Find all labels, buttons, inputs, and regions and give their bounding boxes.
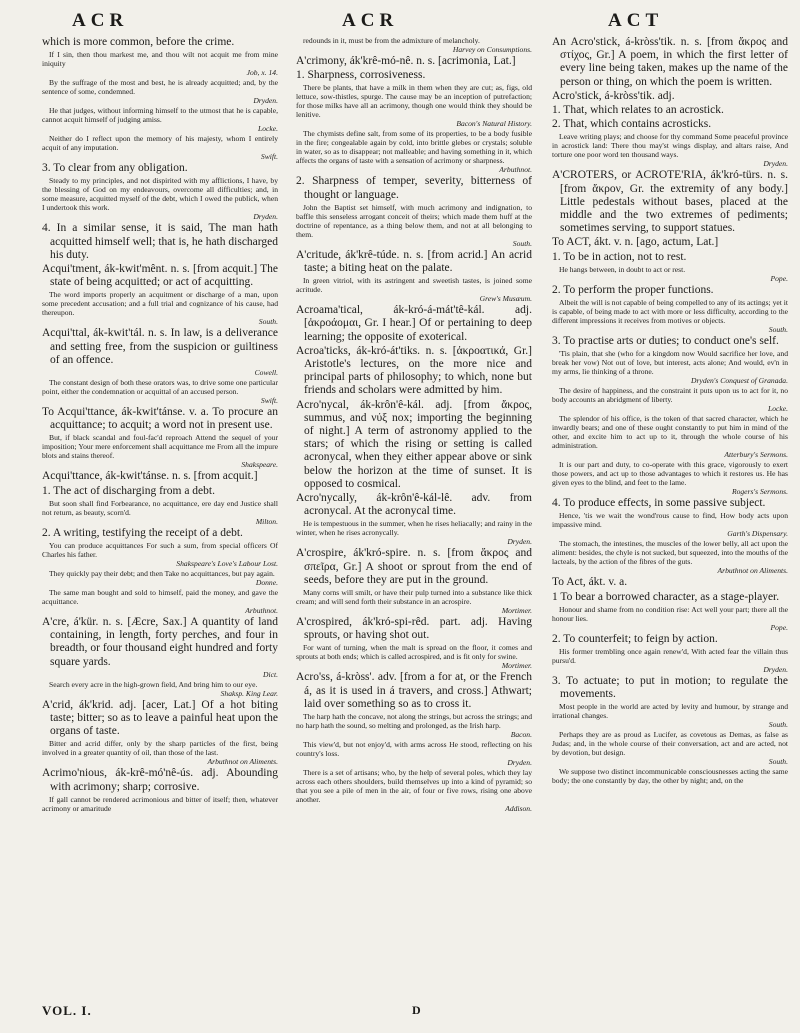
quotation: The harp hath the concave, not along the strings, but across the strings; and no harp hath the sound, so melting and prolonged, as the Irish harp. xyxy=(296,712,532,731)
quotation: The chymists define salt, from some of its properties, to be a body fusible in the fire; congealable again by cold, into brittle glebes or crystals; soluble in water, so as to disappear; not malleable; and having something in it, which affects the organs of taste with a sensation of acrimony or sharpness. xyxy=(296,129,532,166)
dictionary-entry: A'critude, ák'krê-túde. n. s. [from acrid.] An acrid taste; a biting heat on the palate. xyxy=(296,248,532,275)
quotation: The desire of happiness, and the constraint it puts upon us to act for it, no body accounts an abridgment of liberty. xyxy=(552,386,788,405)
dictionary-entry: Acqui'ttance, ák-kwit'tánse. n. s. [from acquit.] xyxy=(42,470,258,483)
dictionary-entry: Acro'nycal, ák-krôn'ê-kál. adj. [from ἄκρος, summus, and νύξ nox; importing the beginning of night.] A term of astronomy applied to the stars; of which the rising or setting is called acronycal, when they either appear above or sink below the horizon at the time of sunset. It is opposed to cosmical. xyxy=(296,398,532,490)
quotation: John the Baptist set himself, with much acrimony and indignation, to baffle this senseless arrogant conceit of theirs; which made them huff at the doctrine of repentance, as a thing below them, and not at all belonging to them. xyxy=(296,202,532,239)
citation: Dict. xyxy=(263,669,278,679)
dictionary-entry: 1. That, which relates to an acrostick. xyxy=(552,104,724,117)
citation: Atterbury's Sermons. xyxy=(724,450,788,460)
dictionary-entry: Acqui'ttal, ák-kwit'tál. n. s. In law, is a deliverance and setting free, from the suspicion or guiltiness of an offence. xyxy=(42,327,278,366)
dictionary-entry: A'crid, ák'krid. adj. [acer, Lat.] Of a hot biting taste; bitter; so as to leave a painful heat upon the organs of taste. xyxy=(42,698,278,738)
quotation: He is tempestuous in the summer, when he rises heliacally; and rainy in the winter, when he rises acronycally. xyxy=(296,519,532,538)
citation: Bacon's Natural History. xyxy=(456,119,532,129)
quotation: There is a set of artisans; who, by the help of several poles, which they lay across each others shoulders, build themselves up into a kind of pyramid; so that you see a pile of men in the air, of four or five rows, rising one above another. xyxy=(296,768,532,805)
quotation: There be plants, that have a milk in them when they are cut; as, figs, old lettuce, sow-thistles, spurge. The cause may be an inception of putrefaction; for those milks have all an acrimony, though one would think they should be lenitive. xyxy=(296,83,532,120)
citation: Dryden. xyxy=(763,665,788,675)
citation: South. xyxy=(512,238,532,248)
dictionary-entry: To Acqui'ttance, ák-kwit'tánse. v. a. To procure an acquittance; to acquit; a word not in present use. xyxy=(42,406,278,432)
dictionary-entry: 3. To practise arts or duties; to conduct one's self. xyxy=(552,335,779,348)
dictionary-entry: 2. A writing, testifying the receipt of a debt. xyxy=(42,526,243,539)
citation: Harvey on Consumptions. xyxy=(452,45,532,54)
quotation: Most people in the world are acted by levity and humour, by strange and irrational changes. xyxy=(552,702,788,721)
column-2 xyxy=(296,36,532,996)
dictionary-entry: A'crimony, ák'krê-mó-nê. n. s. [acrimonia, Lat.] xyxy=(296,55,516,67)
citation: Rogers's Sermons. xyxy=(731,487,788,497)
signature-mark: D xyxy=(412,1003,421,1017)
quotation: By the suffrage of the most and best, he is already acquitted; and, by the sentence of some, condemned. xyxy=(42,78,278,97)
dictionary-entry: 2. Sharpness of temper, severity, bitterness of thought or language. xyxy=(296,175,532,201)
dictionary-entry: A'crospired, ák'kró-spi-rêd. part. adj. Having sprouts, or having shot out. xyxy=(296,616,532,642)
dictionary-entry: An Acro'stick, á-kròss'tik. n. s. [from ἄκρος and στίχος, Gr.] A poem, in which the first letter of every line being taken, makes up the name of the person or thing, on which the poem is written. xyxy=(552,36,788,88)
citation: Dryden. xyxy=(253,96,278,106)
dictionary-entry: 4. In a similar sense, it is said, The man hath acquitted himself well; that is, he hath discharged his duty. xyxy=(42,222,278,261)
citation: Cowell. xyxy=(254,368,278,378)
citation: South. xyxy=(768,757,788,767)
citation: Dryden. xyxy=(253,212,278,222)
citation: Donne. xyxy=(255,578,278,588)
dictionary-entry: 1. The act of discharging from a debt. xyxy=(42,484,215,497)
citation: Locke. xyxy=(767,404,788,414)
dictionary-entry: 2. To perform the proper functions. xyxy=(552,283,714,296)
quotation: He that judges, without informing himself to the utmost that he is capable, cannot acquit himself of judging amiss. xyxy=(42,106,278,125)
dictionary-entry: A'CROTERS, or ACROTE'RIA, ák'kró-türs. n. s. [from ἄκρον, Gr. the extremity of any body.] Little pedestals without bases, placed at the middle and the two extremes of pediments; sometimes serving, to support statues. xyxy=(552,169,788,235)
quotation: The splendor of his office, is the token of that sacred character, which he inwardly bears; and one of these ought constantly to put him in mind of the other, and excite him to act up to it, through the whole course of his administration. xyxy=(552,414,788,451)
running-head-right: ACT xyxy=(608,10,664,31)
quotation: He hangs between, in doubt to act or rest. xyxy=(559,264,686,274)
quotation: Bitter and acrid differ, only by the sharp particles of the first, being involved in a greater quantity of oil, than those of the last. xyxy=(42,739,278,758)
citation: Arbuthnot. xyxy=(245,606,278,616)
citation: Arbuthnot on Aliments. xyxy=(717,566,788,576)
quotation: The same man bought and sold to himself, paid the money, and gave the acquittance. xyxy=(42,588,278,607)
dictionary-entry: Acroa'ticks, ák-kró-át'tiks. n. s. [ἀκροατικά, Gr.] Aristotle's lectures, on the more nice and principal parts of philosophy; to which, none but friends and scholars were admitted by him. xyxy=(296,344,532,397)
dictionary-entry: Acro'ss, á-kròss'. adv. [from a for at, or the French á, as it is used in á travers, and cross.] Athwart; laid over something so as to cross it. xyxy=(296,671,532,710)
citation: South. xyxy=(768,720,788,730)
citation: Milton. xyxy=(255,516,278,526)
quotation: This view'd, but not enjoy'd, with arms across He stood, reflecting on his country's loss. xyxy=(296,740,532,759)
citation: Garth's Dispensary. xyxy=(727,529,788,539)
dictionary-entry: A'crospire, ák'kró-spire. n. s. [from ἄκρος and σπεῖρα, Gr.] A shoot or sprout from the end of seeds, before they are put in the ground. xyxy=(296,547,532,586)
quotation: They quickly pay their debt; and then Take no acquittances, but pay again. xyxy=(49,569,275,579)
citation: Pope. xyxy=(770,622,788,632)
quotation: Leave writing plays; and choose for thy command Some peaceful province in acrostick land: There thou may'st wings display, and altars raise, And torture one poor word ten thousand ways. xyxy=(552,132,788,160)
quotation: Steady to my principles, and not dispirited with my afflictions, I have, by the blessing of God on my endeavours, overcome all difficulties; and, in some measure, acquitted myself of the debt, which I owed the publick, when I undertook this work. xyxy=(42,176,278,213)
citation: Mortimer. xyxy=(501,661,532,671)
dictionary-entry: Acroama'tical, ák-kró-á-mát'tê-kál. adj. [ἀκροάομαι, Gr. I hear.] Of or pertaining to deep learning; the opposite of exoterical. xyxy=(296,304,532,343)
quotation: If gall cannot be rendered acrimonious and bitter of itself; then, whatever acrimony or amaritude xyxy=(42,794,278,813)
quotation: redounds in it, must be from the admixture of melancholy. xyxy=(303,36,480,45)
citation: Dryden's Conquest of Granada. xyxy=(691,376,788,386)
quotation: Albeit the will is not capable of being compelled to any of its actings; yet it is capable, of being made to act with more or less difficulty, according to the different impressions it receives from motives or objects. xyxy=(552,298,788,326)
quotation: For want of turning, when the malt is spread on the floor, it comes and sprouts at both ends; which is called acrospired, and is fit only for swine. xyxy=(296,643,532,662)
dictionary-entry: Acro'stick, á-kròss'tik. adj. xyxy=(552,89,675,102)
quotation: Neither do I reflect upon the memory of his majesty, whom I entirely acquit of any imputation. xyxy=(42,134,278,153)
quotation: 'Tis plain, that she (who for a kingdom now Would sacrifice her love, and break her vow) Not out of love, but interest, acts alone; And would, ev'n in my arms, lie thinking of a throne. xyxy=(552,349,788,377)
quotation: The word imports properly an acquitment or discharge of a man, upon some precedent accusation; and a full trial and cognizance of his cause, had thereupon. xyxy=(42,290,278,318)
citation: Addison. xyxy=(505,804,532,814)
citation: Pope. xyxy=(770,273,788,283)
quotation: Hence, 'tis we wait the wond'rous cause to find, How body acts upon impassive mind. xyxy=(552,511,788,530)
citation: Dryden. xyxy=(507,537,532,547)
column-1 xyxy=(42,36,278,996)
quotation: But soon shall find Forbearance, no acquittance, ere day end Justice shall not return, as beauty, scorn'd. xyxy=(42,498,278,517)
quotation: His former trembling once again renew'd, With acted fear the villain thus pursu'd. xyxy=(552,647,788,666)
quotation: We suppose two distinct incommunicable consciousnesses acting the same body; the one constantly by day, the other by night; and, on the xyxy=(552,767,788,786)
quotation: Search every acre in the high-grown field, And bring him to our eye. xyxy=(49,679,258,689)
quotation: Perhaps they are as proud as Lucifer, as covetous as Demas, as false as Judas; and, in the whole course of their conversation, act and are acted, not by devotion, but design. xyxy=(552,730,788,758)
volume-label: VOL. I. xyxy=(42,1003,92,1018)
quotation: It is our part and duty, to co-operate with this grace, vigorously to exert those powers, and act up to those advantages to which it restores us. He has given eyes to the blind, and feet to the lame. xyxy=(552,460,788,488)
dictionary-entry: 4. To produce effects, in some passive subject. xyxy=(552,497,766,510)
dictionary-entry: 3. To clear from any obligation. xyxy=(42,162,188,175)
citation: Dryden. xyxy=(507,758,532,768)
citation: Swift. xyxy=(260,396,278,406)
running-head-left: ACR xyxy=(72,10,129,31)
quotation: But, if black scandal and foul-fac'd reproach Attend the sequel of your imposition; Your mere enforcement shall acquittance me From all the impure blots and stains thereof. xyxy=(42,433,278,461)
dictionary-entry: 3. To actuate; to put in motion; to regulate the movements. xyxy=(552,675,788,701)
citation: Locke. xyxy=(257,124,278,134)
column-3 xyxy=(552,36,788,996)
citation: Grew's Musæum. xyxy=(479,294,532,304)
citation: South. xyxy=(768,325,788,335)
dictionary-entry: To ACT, ákt. v. n. [ago, actum, Lat.] xyxy=(552,236,719,249)
quotation: Honour and shame from no condition rise: Act well your part; there all the honour lies. xyxy=(552,604,788,623)
quotation: The constant design of both these orators was, to drive some one particular point, either the condemnation or acquittal of an accused person. xyxy=(42,378,278,397)
dictionary-entry: 2. That, which contains acrosticks. xyxy=(552,118,712,131)
citation: Dryden. xyxy=(763,159,788,169)
citation: Mortimer. xyxy=(501,606,532,616)
quotation: Many corns will smilt, or have their pulp turned into a substance like thick cream; and will send forth their substance in an acrospire. xyxy=(296,588,532,607)
dictionary-entry: 2. To counterfeit; to feign by action. xyxy=(552,632,718,645)
citation: Arbuthnot on Aliments. xyxy=(207,757,278,767)
quotation: The stomach, the intestines, the muscles of the lower belly, all act upon the aliment: besides, the chyle is not sucked, but squeezed, into the mouths of the lacteals, by the action of the fibres of the guts. xyxy=(552,539,788,567)
quotation: In green vitriol, with its astringent and sweetish tastes, is joined some acritude. xyxy=(296,276,532,295)
citation: Job, x. 14. xyxy=(246,68,278,78)
citation: Shakspeare's Love's Labour Lost. xyxy=(176,559,278,569)
quotation: You can produce acquittances For such a sum, from special officers Of Charles his father. xyxy=(42,541,278,560)
citation: Shaksp. King Lear. xyxy=(220,688,278,698)
dictionary-entry: A'cre, á'kür. n. s. [Æcre, Sax.] A quantity of land containing, in length, forty perches, and four in breadth, or four thousand eight hundred and forty square yards. xyxy=(42,616,278,668)
citation: Arbuthnot. xyxy=(499,165,532,175)
dictionary-entry: 1 To bear a borrowed character, as a stage-player. xyxy=(552,590,780,603)
dictionary-entry: Acrimo'nious, ák-krê-mó'nê-ús. adj. Abounding with acrimony; sharp; corrosive. xyxy=(42,767,278,793)
dictionary-entry: Acro'nycally, ák-krôn'ê-kál-lê. adv. from acronycal. At the acronycal time. xyxy=(296,492,532,518)
citation: Shakspeare. xyxy=(241,460,278,470)
dictionary-entry: 1. To be in action, not to rest. xyxy=(552,250,687,263)
dictionary-entry: 1. Sharpness, corrosiveness. xyxy=(296,69,426,82)
dictionary-entry: Acqui'tment, ák-kwit'mênt. n. s. [from acquit.] The state of being acquitted; or act of acquitting. xyxy=(42,263,278,289)
citation: Bacon. xyxy=(510,730,532,740)
running-head-center: ACR xyxy=(342,10,399,31)
dictionary-entry: To Act, ákt. v. a. xyxy=(552,576,628,589)
dictionary-entry: which is more common, before the crime. xyxy=(42,36,235,48)
citation: Swift. xyxy=(260,152,278,162)
citation: South. xyxy=(258,317,278,327)
quotation: If I sin, then thou markest me, and thou wilt not acquit me from mine iniquity xyxy=(42,50,278,69)
